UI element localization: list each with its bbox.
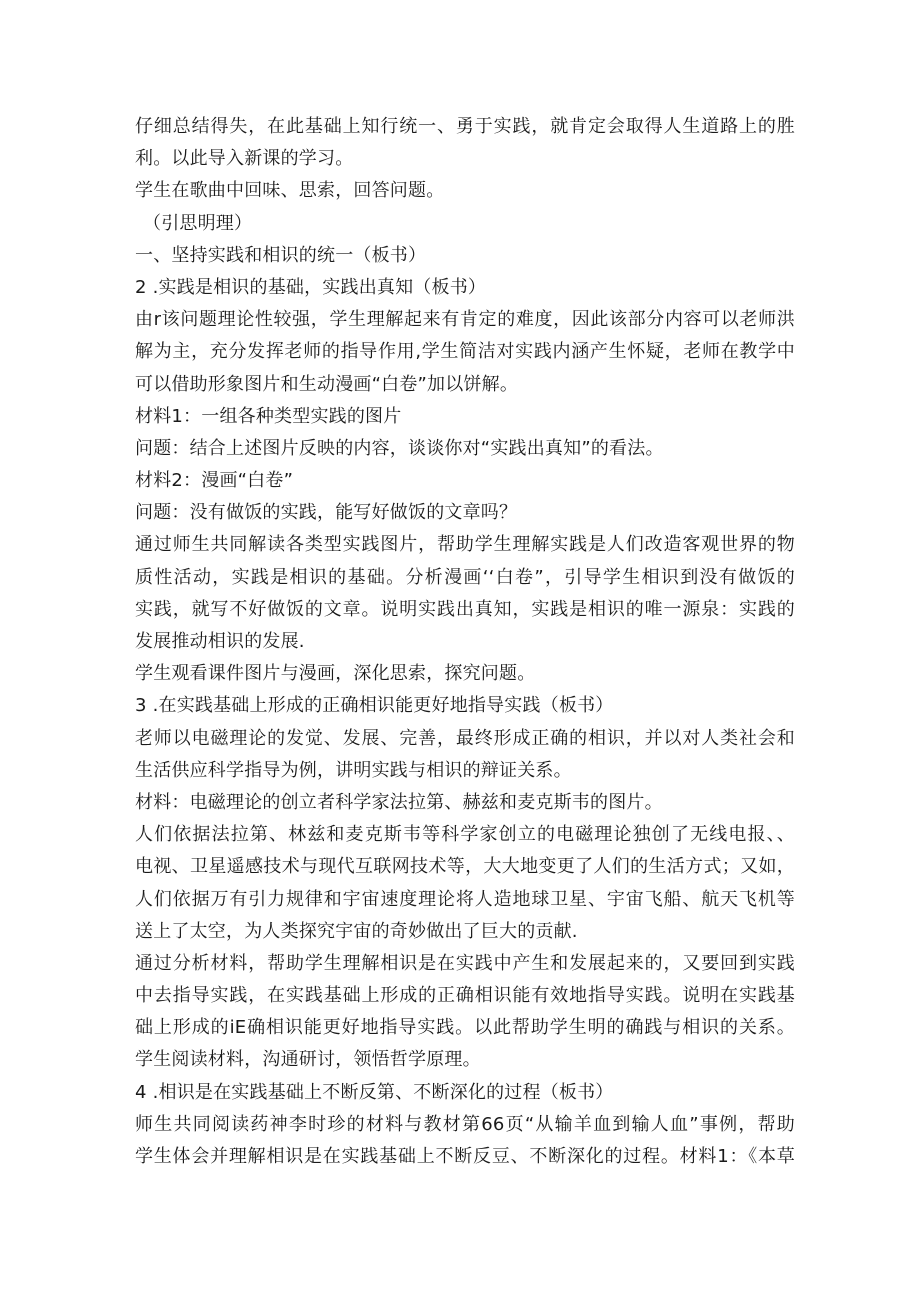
paragraph-line: 师生共同阅读药神李时珍的材料与教材第66页“从输羊血到输人血”事例，帮助 bbox=[135, 1113, 795, 1135]
paragraph-line: 础上形成的iE确相识能更好地指导实践。以此帮助学生明的确践与相识的关系。 bbox=[135, 1017, 795, 1039]
paragraph-line: 人们依据万有引力规律和宇宙速度理论将人造地球卫星、宇宙飞船、航天飞机等 bbox=[135, 888, 795, 910]
section-label: （引思明理） bbox=[143, 212, 253, 234]
paragraph-line: 解为主，充分发挥老师的指导作用,学生简洁对实践内涵产生怀疑，老师在教学中 bbox=[135, 341, 795, 363]
document-page bbox=[135, 111, 795, 1173]
heading-2: 2 .实践是相识的基础，实践出真知（板书） bbox=[135, 276, 487, 298]
material-label: 材料1：一组各种类型实践的图片 bbox=[135, 405, 402, 427]
paragraph-line: 学生观看课件图片与漫画，深化思索，探究问题。 bbox=[135, 663, 536, 685]
material-label: 材料2：漫画“白卷” bbox=[135, 470, 294, 492]
paragraph-line: 送上了太空，为人类探究宇宙的奇妙做出了巨大的贡献. bbox=[135, 920, 578, 942]
paragraph-line: 质性活动，实践是相识的基础。分析漫画‘‘白卷”，引导学生相识到没有做饭的 bbox=[135, 566, 795, 588]
paragraph-line: 由r该问题理论性较强，学生理解起来有肯定的难度，因此该部分内容可以老师洪 bbox=[135, 309, 795, 331]
paragraph-line: 实践，就写不好做饭的文章。说明实践出真知，实践是相识的唯一源泉：实践的 bbox=[135, 598, 795, 620]
paragraph-line: 学生在歌曲中回味、思索，回答问题。 bbox=[135, 180, 445, 202]
question-line: 问题：结合上述图片反映的内容，谈谈你对“实践出真知”的看法。 bbox=[135, 437, 664, 459]
paragraph-line: 学生阅读材料，沟通研讨，领悟哲学原理。 bbox=[135, 1049, 481, 1071]
paragraph-line: 可以借助形象图片和生动漫画“白卷”加以饼解。 bbox=[135, 373, 519, 395]
paragraph-line: 老师以电磁理论的发觉、发展、完善，最终形成正确的相识，并以对人类社会和 bbox=[135, 727, 795, 749]
paragraph-line: 人们依据法拉第、林兹和麦克斯韦等科学家创立的电磁理论独创了无线电报、、 bbox=[135, 824, 795, 846]
paragraph-line: 仔细总结得失，在此基础上知行统一、勇于实践，就肯定会取得人生道路上的胜 bbox=[135, 116, 795, 137]
paragraph-line: 学生体会并理解相识是在实践基础上不断反豆、不断深化的过程。材料1：《本草 bbox=[135, 1146, 795, 1167]
paragraph-line: 电视、卫星遥感技术与现代互联网技术等，大大地变更了人们的生活方式；又如， bbox=[135, 856, 795, 878]
paragraph-line: 通过分析材料，帮助学生理解相识是在实践中产生和发展起来的，又要回到实践 bbox=[135, 952, 795, 974]
paragraph-line: 发展推动相识的发展. bbox=[135, 631, 305, 652]
material-label: 材料：电磁理论的创立者科学家法拉第、赫兹和麦克斯韦的图片。 bbox=[135, 791, 663, 813]
heading-3: 3 .在实践基础上形成的正确相识能更好地指导实践（板书） bbox=[135, 695, 614, 717]
paragraph-line: 利。以此导入新课的学习。 bbox=[135, 148, 354, 170]
paragraph-line: 中去指导实践，在实践基础上形成的正确相识能有效地指导实践。说明在实践基 bbox=[135, 985, 795, 1007]
question-line: 问题：没有做饭的实践，能写好做饭的文章吗？ bbox=[135, 502, 518, 524]
paragraph-line: 生活供应科学指导为例，讲明实践与相识的辩证关系。 bbox=[135, 759, 572, 781]
heading-1: 一、坚持实践和相识的统一（板书） bbox=[135, 244, 427, 266]
heading-4: 4 .相识是在实践基础上不断反第、不断深化的过程（板书） bbox=[135, 1081, 614, 1103]
paragraph-line: 通过师生共同解读各类型实践图片，帮助学生理解实践是人们改造客观世界的物 bbox=[135, 534, 795, 556]
